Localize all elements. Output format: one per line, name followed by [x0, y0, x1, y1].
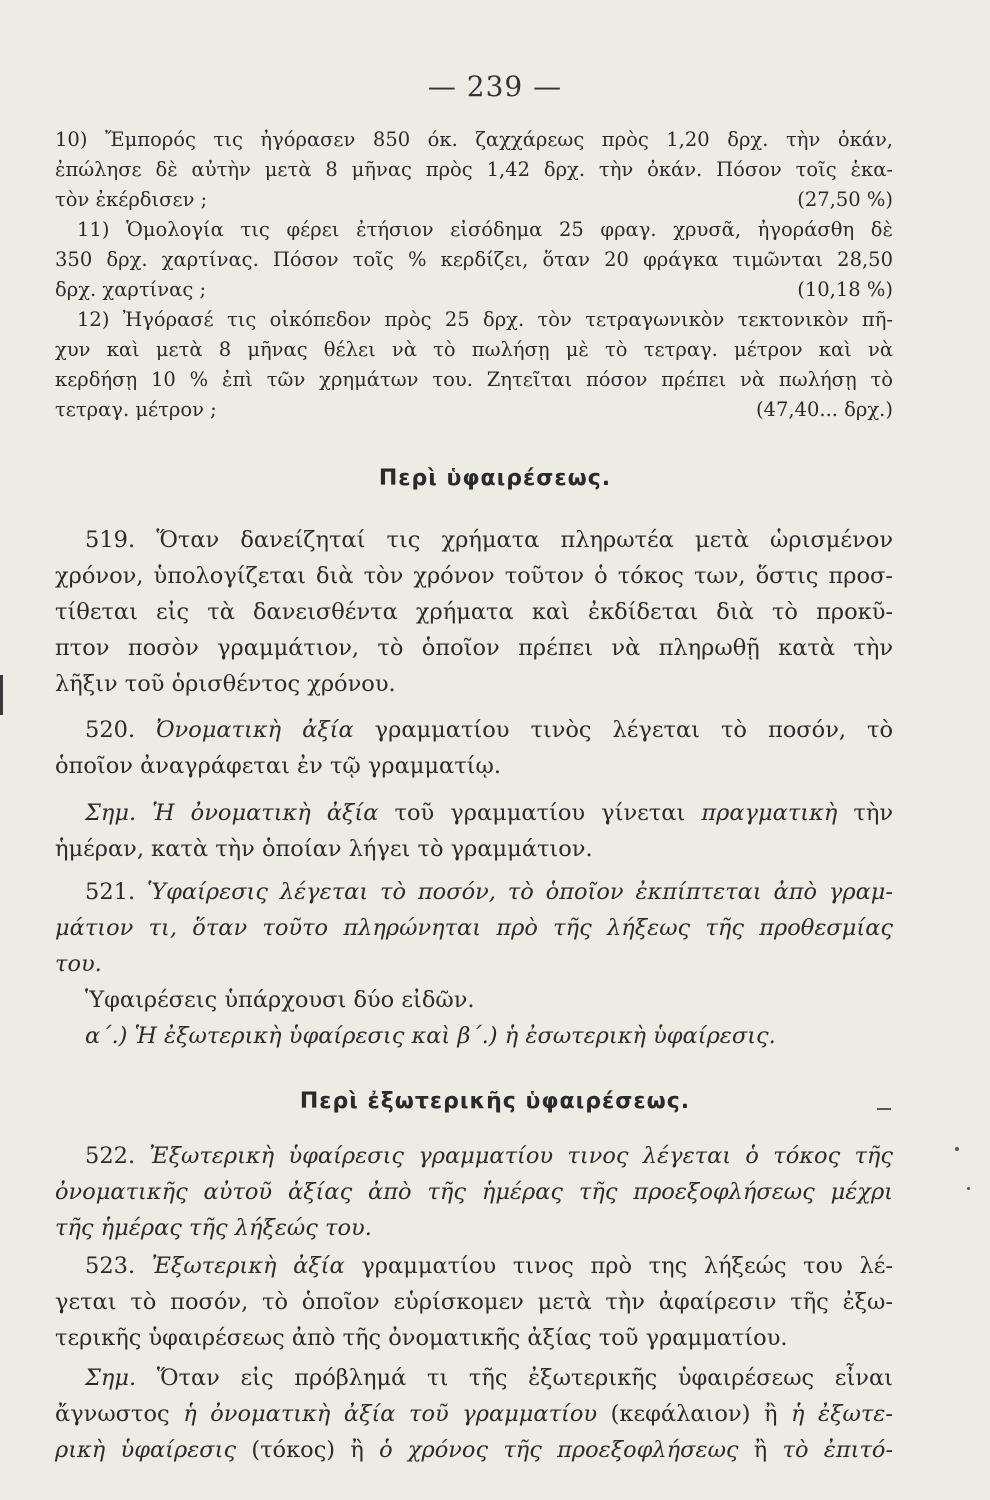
section-522-text-3: τῆς ἡμέρας τῆς λήξεώς του. — [55, 1215, 372, 1241]
problem-10-line-1: 10) Ἔμπορός τις ἠγόρασεν 850 όκ. ζαχχάρεως πρὸς 1,20 δρχ. τὴν ὀκάν, — [55, 128, 893, 151]
section-522-text-1: Ἐξωτερικὴ ὑφαίρεσις γραμματίου τινος λέγεται ὁ τόκος τῆς — [149, 1143, 893, 1169]
note-2-label: Σημ. — [85, 1365, 137, 1391]
section-522-text-2: ὀνοματικῆς αὐτοῦ ἀξίας ἀπὸ τῆς ἡμέρας τῆς προεξοφλήσεως μέχρι — [55, 1179, 893, 1205]
section-521-line-1 — [55, 874, 893, 910]
section-519-line-2: χρόνον, ὑπολογίζεται διὰ τὸν χρόνον τοῦτον ὁ τόκος των, ὅστις προσ- — [55, 563, 893, 589]
note-1-line-1 — [55, 795, 893, 831]
note-2-l2d: ἢ — [763, 1401, 778, 1427]
note-2-l2b: ἡ ὀνοματικὴ ἀξία τοῦ γραμματίου — [183, 1401, 598, 1427]
note-2-l3c: ἢ — [350, 1437, 364, 1463]
section-521-text-3: του. — [55, 951, 102, 977]
section-523-line-2: γεται τὸ ποσόν, τὸ ὁποῖον εὑρίσκομεν μετὰ τὴν ἀφαίρεσιν τῆς ἐξω- — [55, 1289, 893, 1315]
alpha-text: Ἡ ἐξωτερικὴ ὑφαίρεσις καὶ — [134, 1023, 451, 1049]
section-522 — [55, 1138, 893, 1246]
section-521-number: 521. — [85, 879, 136, 905]
note-2-l3b: (τόκος) — [251, 1437, 336, 1463]
problem-11-line-1: 11) Ὁμολογία τις φέρει ἐτήσιον εἰσόδημα 25 φραγ. χρυσᾶ, ἠγοράσθη δὲ — [77, 218, 893, 241]
note-1-italic: Ἡ ὀνοματικὴ ἀξία — [152, 800, 379, 826]
problem-10-line-2: ἐπώλησε δὲ αὐτὴν μετὰ 8 μῆνας πρὸς 1,42 δρχ. τὴν ὀκάν. Πόσον τοῖς ἑκα- — [55, 158, 893, 181]
speck-2 — [967, 1187, 970, 1190]
problem-12-line-3: κερδήσῃ 10 % ἐπὶ τῶν χρημάτων του. Ζητεῖται πόσον πρέπει νὰ πωλήσῃ τὸ — [55, 368, 893, 391]
section-522-line-3 — [55, 1210, 893, 1246]
note-2-l2c: (κεφάλαιον) — [610, 1401, 751, 1427]
section-519-line-5: λῆξιν τοῦ ὁρισθέντος χρόνου. — [55, 671, 396, 697]
note-1-line-2: ἡμέραν, κατὰ τὴν ὁποίαν λήγει τὸ γραμμάτιον. — [55, 836, 593, 862]
note-2-line-1 — [55, 1360, 893, 1396]
note-1-mid: τοῦ γραμματίου γίνεται — [394, 800, 686, 826]
section-520 — [55, 712, 893, 784]
section-522-line-1 — [55, 1138, 893, 1174]
beta-label: β΄.) — [457, 1023, 498, 1049]
section-519-line-3: τίθεται εἰς τὰ δανεισθέντα χρήματα καὶ ἐκδίδεται διὰ τὸ προκῦ- — [55, 599, 893, 625]
section-523-term: Ἐξωτερικὴ ἀξία — [151, 1253, 345, 1279]
problem-11-answer: (10,18 %) — [797, 278, 893, 301]
problem-10-line-3: τὸν ἐκέρδισεν ; — [55, 188, 208, 211]
section-520-line-2: ὁποῖον ἀναγράφεται ἐν τῷ γραμματίῳ. — [55, 753, 501, 779]
alpha-label: α΄.) — [85, 1023, 128, 1049]
section-522-line-2 — [55, 1174, 893, 1210]
section-521-text-2: μάτιον τι, ὅταν τοῦτο πληρώνηται πρὸ τῆς λήξεως τῆς προθεσμίας — [55, 915, 893, 941]
note-2-l3f: τὸ ἐπιτό- — [782, 1437, 893, 1463]
margin-mark — [0, 675, 3, 715]
note-1-label: Σημ. — [85, 800, 137, 826]
section-519 — [55, 522, 893, 702]
section-521-line-3 — [55, 946, 893, 982]
note-2 — [55, 1360, 893, 1468]
problem-11-line-3: δρχ. χαρτίνας ; — [55, 278, 207, 301]
note-2-line-3 — [55, 1432, 893, 1468]
section-520-number: 520. — [85, 717, 136, 743]
note-2-l3d: ὁ χρόνος τῆς προεξοφλήσεως — [379, 1437, 739, 1463]
section-523-line-1 — [55, 1248, 893, 1284]
note-2-l2a: ἄγνωστος — [55, 1401, 170, 1427]
section-521-line-2 — [55, 910, 893, 946]
section-523-rest: γραμματίου τινος πρὸ της λήξεώς του λέ- — [361, 1253, 893, 1279]
section-520-term: Ὀνοματικὴ ἀξία — [156, 717, 354, 743]
beta-text: ἡ ἐσωτερικὴ ὑφαίρεσις. — [504, 1023, 776, 1049]
section-521-text-1: Ὑφαίρεσις λέγεται τὸ ποσόν, τὸ ὁποῖον ἐκπίπτεται ἀπὸ γραμ- — [146, 879, 893, 905]
section-521-types — [55, 1018, 893, 1054]
problem-12-answer: (47,40... δρχ.) — [755, 398, 893, 421]
problem-10 — [55, 125, 893, 215]
section-520-line-1 — [55, 712, 893, 748]
problem-12-line-4: τετραγ. μέτρον ; — [55, 398, 217, 421]
section-519-line-1: 519. Ὅταν δανείζηταί τις χρήματα πληρωτέα μετὰ ὡρισμένον — [85, 527, 893, 553]
note-1 — [55, 795, 893, 867]
section-522-number: 522. — [85, 1143, 136, 1169]
section-523-line-3: τερικῆς ὑφαιρέσεως ἀπὸ τῆς ὀνοματικῆς ἀξίας τοῦ γραμματίου. — [55, 1325, 788, 1351]
note-2-l3e: ἢ — [753, 1437, 768, 1463]
note-2-line-2 — [55, 1396, 893, 1432]
problem-11 — [55, 215, 893, 305]
section-523-number: 523. — [85, 1253, 136, 1279]
problem-12-line-2: χυν καὶ μετὰ 8 μῆνας θέλει νὰ τὸ πωλήσῃ μὲ τὸ τετραγ. μέτρον καὶ νὰ — [55, 338, 893, 361]
note-2-l2e: ἡ ἐξωτε- — [791, 1401, 893, 1427]
section-521 — [55, 874, 893, 1054]
problem-12-line-1: 12) Ἠγόρασέ τις οἰκόπεδον πρὸς 25 δρχ. τὸν τετραγωνικὸν τεκτονικὸν πῆ- — [77, 308, 893, 331]
section-519-line-4: πτον ποσὸν γραμμάτιον, τὸ ὁποῖον πρέπει νὰ πληρωθῇ κατὰ τὴν — [55, 635, 893, 661]
section-521-kinds: Ὑφαιρέσεις ὑπάρχουσι δύο εἰδῶν. — [85, 987, 475, 1013]
section-523 — [55, 1248, 893, 1356]
section-heading-1: Περὶ ὑφαιρέσεως. — [378, 466, 612, 491]
note-2-text-1: Ὅταν εἰς πρόβλημά τι τῆς ἐξωτερικῆς ὑφαιρέσεως εἶναι — [156, 1365, 893, 1391]
page-number: — 239 — — [427, 70, 563, 103]
note-1-italic2: πραγματικὴ — [701, 800, 838, 826]
speck-3 — [877, 1108, 891, 1110]
note-2-l3a: ρικὴ ὑφαίρεσις — [55, 1437, 237, 1463]
section-heading-2: Περὶ ἐξωτερικῆς ὑφαιρέσεως. — [299, 1089, 691, 1114]
speck-1 — [955, 1147, 959, 1151]
problem-12 — [55, 305, 893, 425]
note-1-end: τὴν — [853, 800, 893, 826]
section-520-rest: γραμματίου τινὸς λέγεται τὸ ποσόν, τὸ — [374, 717, 893, 743]
problem-11-line-2: 350 δρχ. χαρτίνας. Πόσον τοῖς % κερδίζει, ὅταν 20 φράγκα τιμῶνται 28,50 — [55, 248, 893, 271]
problem-10-answer: (27,50 %) — [797, 188, 893, 211]
